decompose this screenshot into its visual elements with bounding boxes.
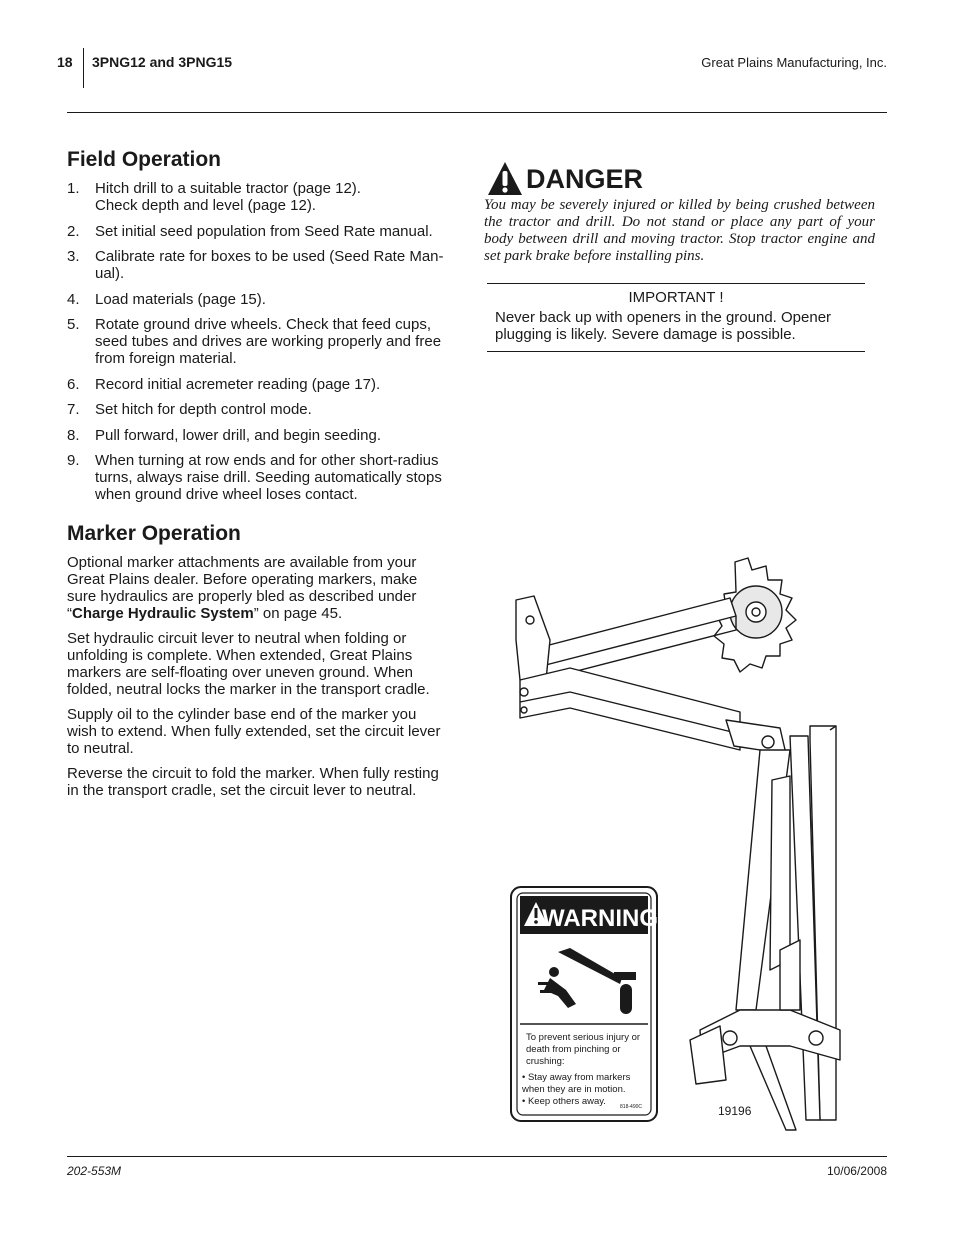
- marker-operation-heading: Marker Operation: [67, 522, 241, 545]
- step-item: [67, 291, 459, 308]
- marker-paragraph-1: Optional marker attachments are available from your Great Plains dealer. Before operating markers, make sure hydraulics are properly bled as described under “Charge Hydraulic System” on page 45.: [67, 554, 418, 622]
- step-text-line: when ground drive wheel loses contact.: [95, 486, 358, 503]
- step-text-line: from foreign material.: [95, 350, 237, 367]
- step-text-line: When turning at row ends and for other short-radius: [95, 452, 439, 469]
- marker-paragraph-2: Set hydraulic circuit lever to neutral when folding or unfolding is complete. When extended, Great Plains markers are self-floating over uneven ground. When folded, neutral locks the marker in the transport cradle.: [67, 630, 430, 698]
- step-item: [67, 248, 459, 282]
- step-text-line: Load materials (page 15).: [95, 290, 266, 308]
- header-divider: [83, 48, 84, 88]
- danger-message: You may be severely injured or killed by being crushed between the tractor and drill. Do not stand or place any part of your body between drill and moving tractor. Stop tractor engine and set park brake before installing pins.: [484, 197, 875, 264]
- step-text: [95, 180, 459, 214]
- field-operation-steps: [67, 180, 459, 512]
- company-name: Great Plains Manufacturing, Inc.: [701, 55, 887, 70]
- step-number: 9.: [67, 452, 80, 469]
- header-rule: [67, 112, 887, 113]
- step-number: 4.: [67, 290, 80, 308]
- step-text-line: seed tubes and drives are working properly and free: [95, 333, 442, 350]
- important-message: Never back up with openers in the ground. Opener plugging is likely. Severe damage is possible.: [495, 309, 832, 343]
- important-bottom-rule: [487, 351, 865, 352]
- decal-line-2: death from pinching or: [526, 1044, 621, 1055]
- marker-paragraph-4: Reverse the circuit to fold the marker. When fully resting in the transport cradle, set the circuit lever to neutral.: [67, 765, 439, 799]
- important-heading: IMPORTANT !: [628, 289, 724, 306]
- step-number: 7.: [67, 401, 80, 418]
- step-number: 3.: [67, 248, 80, 265]
- step-text-line: Pull forward, lower drill, and begin seeding.: [95, 426, 381, 444]
- document-number: 202-553M: [67, 1164, 122, 1178]
- step-item: [67, 180, 459, 214]
- step-number: 8.: [67, 426, 80, 444]
- step-text: [95, 248, 459, 282]
- decal-title: WARNING: [542, 905, 658, 932]
- step-text-line: Hitch drill to a suitable tractor (page 12).: [95, 180, 361, 197]
- decal-line-1: To prevent serious injury or: [526, 1032, 641, 1043]
- important-top-rule: [487, 283, 865, 284]
- step-text: [95, 452, 459, 503]
- step-item: [67, 316, 459, 367]
- step-text: [95, 316, 459, 367]
- marker-paragraph-3: Supply oil to the cylinder base end of the marker you wish to extend. When fully extended, set the circuit lever to neutral.: [67, 706, 441, 757]
- step-text-line: ual).: [95, 265, 125, 282]
- decal-line-5: when they are in motion.: [522, 1084, 626, 1095]
- step-item: [67, 376, 459, 393]
- step-number: 1.: [67, 180, 80, 197]
- safety-alert-icon: [486, 160, 524, 198]
- revision-date: 10/06/2008: [826, 1164, 887, 1178]
- step-text: [95, 376, 459, 393]
- charge-hydraulic-system-ref: Charge Hydraulic System: [72, 605, 254, 622]
- figure-number: 19196: [718, 1104, 752, 1118]
- step-text-line: Record initial acremeter reading (page 17).: [95, 375, 381, 393]
- step-text-line: Rotate ground drive wheels. Check that feed cups,: [95, 316, 432, 333]
- footer-rule: [67, 1156, 887, 1157]
- step-item: [67, 401, 459, 418]
- decal-part-number: 818-490C: [620, 1104, 642, 1110]
- step-number: 2.: [67, 222, 80, 240]
- decal-line-4: • Stay away from markers: [522, 1072, 631, 1083]
- step-text: [95, 401, 459, 418]
- marker-operation-body: [67, 554, 459, 807]
- model-title: 3PNG12 and 3PNG15: [92, 54, 233, 70]
- danger-heading: DANGER: [486, 160, 643, 198]
- step-item: [67, 427, 459, 444]
- step-text-line: Check depth and level (page 12).: [95, 197, 316, 214]
- decal-line-3: crushing:: [526, 1056, 565, 1067]
- step-number: 6.: [67, 375, 80, 393]
- step-text-line: Calibrate rate for boxes to be used (Seed Rate Man-: [95, 248, 444, 265]
- page-number: 18: [57, 54, 73, 70]
- step-number: 5.: [67, 316, 80, 333]
- step-text-line: Set hitch for depth control mode.: [95, 401, 312, 418]
- field-operation-heading: Field Operation: [67, 148, 222, 171]
- step-item: [67, 452, 459, 503]
- step-text: [95, 291, 459, 308]
- step-text-line: turns, always raise drill. Seeding automatically stops: [95, 469, 442, 486]
- warning-decal: [510, 886, 658, 1122]
- step-item: [67, 223, 459, 240]
- step-text-line: Set initial seed population from Seed Rate manual.: [95, 222, 433, 240]
- step-text: [95, 427, 459, 444]
- step-text: [95, 223, 459, 240]
- decal-line-6: • Keep others away.: [522, 1096, 606, 1107]
